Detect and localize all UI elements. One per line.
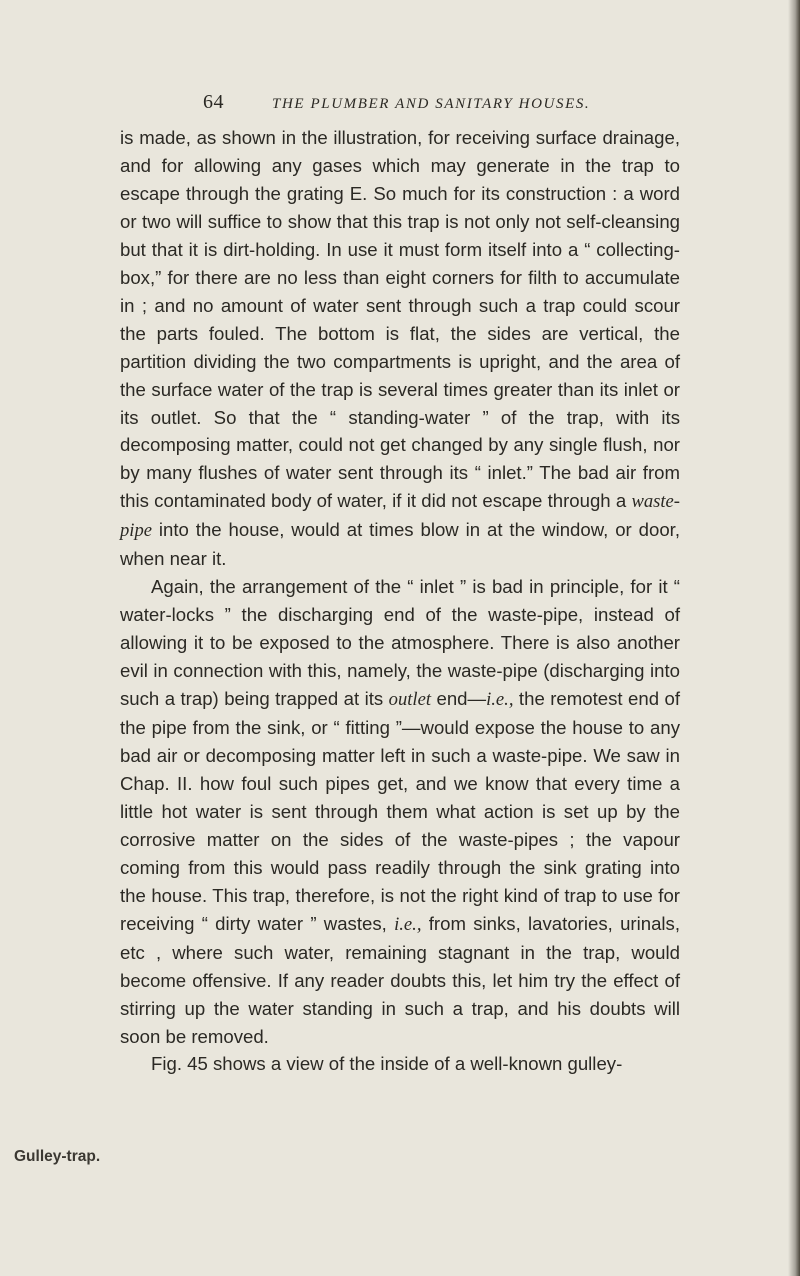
page-number: 64 — [203, 91, 224, 113]
emphasis-ie: i.e., — [486, 689, 514, 711]
paragraph-2-text-d: from sinks, lavatories, urinals, etc , where such water, remaining stagnant in the trap, would become offensive. If any reader doubts this, let him try the effect of stirring up the water standing in such a trap, and his doubts will soon be removed. — [120, 912, 681, 1047]
paragraph-2-text-b: end— — [431, 688, 487, 710]
margin-note: Gulley-trap. — [14, 1148, 101, 1165]
body-text — [120, 124, 680, 1078]
running-header — [203, 91, 643, 115]
paragraph-3-text: Fig. 45 shows a view of the inside of a well-known gulley- — [151, 1053, 623, 1075]
emphasis-ie-2: i.e., — [394, 913, 422, 935]
paragraph-1-text: is made, as shown in the illustration, for receiving surface drainage, and for allowing any gases which may generate in the trap to escape through the grating E. So much for its construction : a word or two will suffice to show that this trap is not only not self-cleansing but that it is dirt-holding. In use it must form itself into a “ collecting-box,” for there are no less than eight corners for filth to accumulate in ; and no amount of water sent through such a trap could scour the parts fouled. The bottom is flat, the sides are vertical, the partition dividing the two compartments is upright, and the area of the surface water of the trap is several times greater than its inlet or its outlet. So that the “ standing-water ” of the trap, with its decomposing matter, could not get changed by any single flush, nor by many flushes of water sent through its “ inlet.” The bad air from this contaminated body of water, if it did not escape through a — [120, 127, 680, 512]
paragraph-1 — [120, 124, 680, 573]
paragraph-2-text-c: the remotest end of the pipe from the sink, or “ fitting ”—would expose the house to any bad air or decomposing matter left in such a waste-pipe. We saw in Chap. II. how foul such pipes get, and we know that every time a little hot water is sent through them what action is set up by the corrosive matter on the sides of the waste-pipes ; the vapour coming from this would pass readily through the sink grating into the house. This trap, therefore, is not the right kind of trap to use for receiving “ dirty water ” wastes, — [120, 688, 680, 934]
paragraph-1-text-end: into the house, would at times blow in at the window, or door, when near it. — [120, 519, 680, 570]
paragraph-2 — [120, 573, 680, 1050]
running-title: THE PLUMBER AND SANITARY HOUSES. — [272, 96, 591, 112]
paragraph-2-text: Again, the arrangement of the “ inlet ” is bad in principle, for it “ water-locks ” the discharging end of the waste-pipe, instead of allowing it to be exposed to the atmosphere. There is also another evil in connection with this, namely, the waste-pipe (discharging into such a trap) being trapped at its — [120, 576, 680, 710]
page-edge-shadow — [788, 0, 800, 1276]
paragraph-3 — [120, 1050, 680, 1078]
emphasis-waste-pipe: waste-pipe — [120, 491, 680, 542]
emphasis-outlet: outlet — [388, 689, 432, 711]
